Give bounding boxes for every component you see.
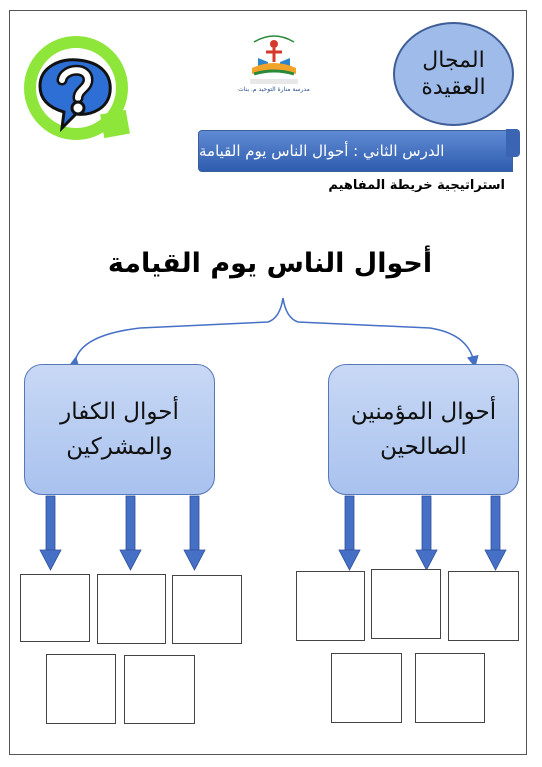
category-believers-line1: أحوال المؤمنين — [350, 399, 497, 425]
down-arrow — [485, 496, 506, 570]
category-believers-line2: الصالحين — [380, 433, 467, 460]
lesson-title: الدرس الثاني : أحوال الناس يوم القيامة — [199, 142, 445, 160]
answer-box[interactable] — [97, 574, 166, 644]
answer-box[interactable] — [371, 569, 441, 639]
answer-box[interactable] — [20, 574, 90, 642]
answer-box[interactable] — [448, 571, 519, 641]
category-disbelievers-line2: والمشركين — [66, 433, 173, 460]
answer-box[interactable] — [331, 653, 402, 723]
down-arrow — [120, 496, 141, 570]
down-arrow — [40, 496, 61, 570]
category-disbelievers-line1: أحوال الكفار — [60, 399, 179, 425]
down-arrow — [416, 496, 437, 570]
down-arrow — [339, 496, 360, 570]
answer-box[interactable] — [296, 571, 365, 641]
domain-label: المجال — [422, 47, 485, 73]
answer-box[interactable] — [415, 653, 485, 723]
answer-box[interactable] — [124, 655, 195, 724]
answer-box[interactable] — [172, 575, 242, 644]
strategy-label: استراتيجية خريطة المفاهيم — [328, 178, 505, 193]
logo-caption: مدرسة منارة التوحيد م. بنات — [238, 86, 310, 93]
domain-value: العقيدة — [421, 75, 486, 100]
answer-box[interactable] — [46, 654, 116, 724]
concept-map-title: أحوال الناس يوم القيامة — [107, 248, 433, 279]
down-arrow — [184, 496, 205, 570]
